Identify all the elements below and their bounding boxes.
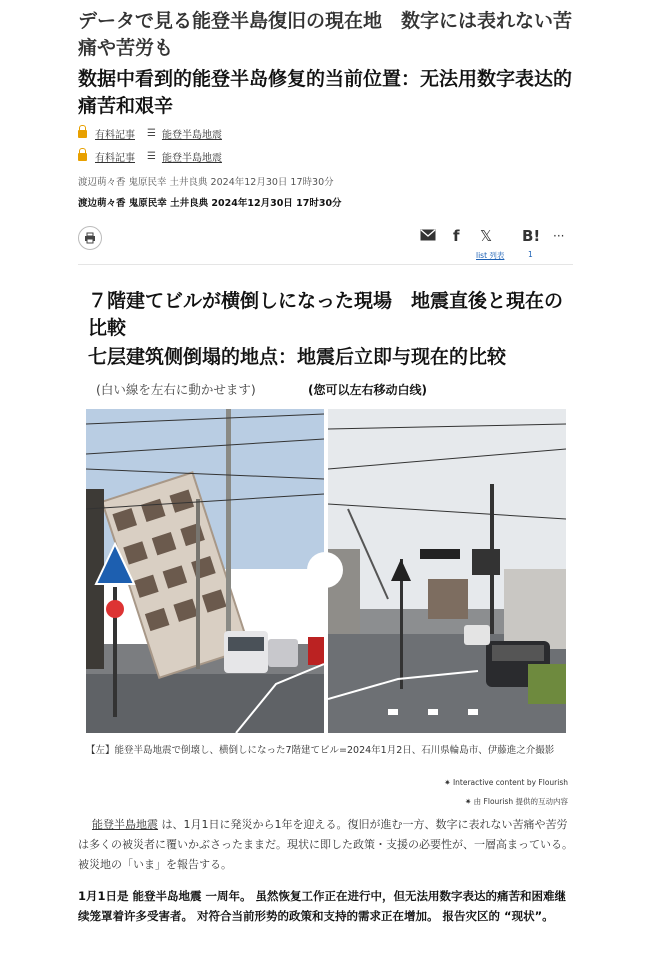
- hatena-count: 1: [528, 250, 533, 259]
- after-photo: [328, 409, 566, 733]
- list-icon: ☰: [147, 128, 156, 139]
- lock-icon: [78, 153, 87, 161]
- printer-icon: [84, 232, 96, 244]
- photo-caption: 【左】能登半島地震で倒壊し、横倒しになった7階建てビル=2024年1月2日、石川県輪島市、伊藤進之介撮影: [86, 745, 555, 756]
- flourish-credit-zh[interactable]: ✷ 由 Flourish 提供的互动内容: [464, 797, 568, 806]
- tag-row-2: [78, 149, 222, 164]
- more-options-button[interactable]: ···: [553, 229, 565, 243]
- article-title-ja: データで見る能登半島復旧の現在地 数字には表れない苦痛や苦労も: [78, 10, 573, 59]
- mail-icon: [420, 229, 436, 241]
- premium-badge[interactable]: 有料記事: [95, 130, 135, 141]
- section-heading-zh: 七层建筑侧倒塌的地点：地震后立即与现在的比较: [88, 346, 507, 368]
- share-x-button[interactable]: 𝕏: [480, 227, 493, 245]
- premium-badge[interactable]: 有料記事: [95, 153, 135, 164]
- hatena-list-link[interactable]: list 列表: [476, 251, 505, 260]
- print-button[interactable]: [78, 226, 102, 250]
- section-heading-ja: ７階建てビルが横倒しになった現場 地震直後と現在の比較: [88, 290, 564, 339]
- topic-link[interactable]: 能登半島地震: [161, 153, 222, 164]
- earthquake-link[interactable]: 能登半島地震: [92, 818, 158, 831]
- before-photo: [86, 409, 324, 733]
- flourish-logo-icon: ✷: [464, 797, 472, 806]
- flourish-credit-en[interactable]: ✷ Interactive content by Flourish: [444, 778, 568, 787]
- share-facebook-button[interactable]: f: [453, 227, 460, 245]
- share-mail-button[interactable]: [420, 227, 436, 245]
- lock-icon: [78, 130, 87, 138]
- article-title-zh: 数据中看到的能登半岛修复的当前位置：无法用数字表达的痛苦和艰辛: [78, 68, 573, 117]
- lead-paragraph-zh: 1月1日是 能登半岛地震 一周年。 虽然恢复工作正在进行中，但无法用数字表达的痛苦和困难继续笼罩着许多受害者。 对符合当前形势的政策和支持的需求正在增加。 报告灾区的 “现状”。: [78, 889, 567, 923]
- tag-row-1: [78, 126, 222, 141]
- topic-link[interactable]: 能登半島地震: [161, 130, 222, 141]
- share-hatena-button[interactable]: B!: [522, 227, 541, 245]
- lead-paragraph-ja: 能登半島地震 は、1月1日に発災から1年を迎える。復旧が進む一方、数字に表れない苦痛や苦労は多くの被災者に覆いかぶさったままだ。現状に即した政策・支援の必要性が、一層高まっている。被災地の「いま」を報告する。: [78, 818, 573, 871]
- divider: [78, 264, 573, 265]
- slider-hint-ja: (白い線を左右に動かせます): [96, 382, 256, 397]
- slider-hint-zh: (您可以左右移动白线): [308, 383, 427, 397]
- byline-zh: 渡边萌々香 鬼原民幸 土井良典 2024年12月30日 17时30分: [78, 198, 342, 209]
- list-icon: ☰: [147, 151, 156, 162]
- byline-ja: 渡辺萌々香 鬼原民幸 土井良典 2024年12月30日 17時30分: [78, 177, 334, 188]
- flourish-logo-icon: ✷: [444, 778, 451, 787]
- comparison-slider-handle[interactable]: [307, 552, 343, 588]
